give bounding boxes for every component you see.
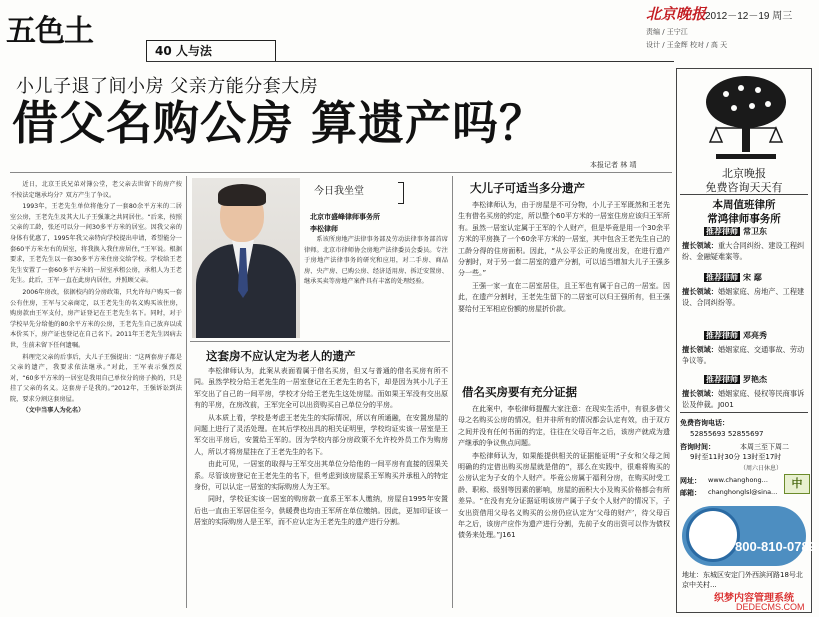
column-rule: [452, 176, 453, 608]
intro-note: （文中当事人为化名）: [22, 407, 85, 415]
paper-name: 北京晚报: [646, 5, 707, 23]
lawyer-label: 推荐律师: [706, 375, 738, 384]
lawyer-label: 推荐律师: [706, 273, 738, 282]
lawyer-name: 宋 鄢: [743, 273, 762, 282]
hotline-logo-icon: [686, 508, 740, 562]
lawyer-specialty: 擅长领域：重大合同纠纷、建设工程纠纷、金融疑难案等。: [682, 241, 805, 261]
article-byline: 本报记者 林 靖: [590, 161, 637, 169]
hotline-phone: 52855693 52855697: [690, 430, 764, 438]
hours-label: 咨询时间：: [680, 443, 715, 451]
body-paragraph: 在此案中，李松律师提醒大家注意：在现实生活中，有很多借父母之名购买公房的情况，但并非所有的情况都会认定有效，由于双方之间并没有任何书面的约定，往往在父母百年之后，该房产就成为遗产继承的争议焦点问题。: [458, 405, 670, 448]
article-headline: 借父名购公房 算遗产吗？: [12, 96, 547, 150]
recommended-lawyer: [704, 226, 767, 237]
hours-time: 9时至11时30分 13时至17时: [690, 453, 782, 461]
body-paragraph: 李松律师认为，由于房屋是不可分物，小儿子王军既然和王老先生有借名买房的约定，所以整个60平方米的一居室住房应该归王军所有。虽然一居室认定属于王军的个人财产，但是毕竟是用一个30余平方米的平房换了一个60余平方米的一居室，其中包含王老先生自己的工龄分得的住房面积。因此，“从公平公正的角度出发，在进行遗产分割时，对于另一套二居室的遗产分割，可以适当增加大儿子王强多分一些。”: [458, 201, 670, 278]
section-heading: 大儿子可适当多分遗产: [470, 181, 585, 195]
body-paragraph: 同时，学校证实该一居室的购房款一直系王军本人缴纳，房屋自1995年安置后也一直由王军居住至今，供暖费也均由王军所在单位缴纳。因此，更加印证该一居室的实际购房人是王军，而不应认定为王老先生的遗产进行分割。: [194, 495, 448, 527]
section-body: [458, 200, 670, 370]
photo-divider: [190, 341, 450, 342]
lawyer-specialty: 擅长领域：婚姻家庭、交通事故、劳动争议等。: [682, 345, 805, 365]
hotline-label: 免费咨询电话：: [680, 419, 729, 427]
duty-firm: 常鸿律师事务所: [707, 213, 781, 225]
hotline-number: 800-810-0789: [735, 539, 816, 554]
watermark-url: DEDECMS.COM: [736, 602, 805, 612]
lawyer-name: 邓亮秀: [743, 331, 767, 340]
sidebar-divider: [680, 412, 808, 413]
lawyer-firm: 北京市盛峰律师事务所: [310, 213, 380, 221]
body-paragraph: 由此可见，一居室的取得与王军交出其单位分给他的一间平房有直接的因果关系。尽管该房登记在王老先生的名下，但考虑到该房屋系王军购买并承租入的特定身份，可以认定一居室的实际购房人为王军。: [194, 460, 448, 492]
sidebar-subtitle: 免费咨询天天有: [705, 181, 783, 194]
masthead-divider: [146, 61, 674, 62]
section-body: [458, 404, 670, 612]
headline-divider: [10, 172, 672, 173]
lawyer-bio-text: 系该所房地产法律事务部及劳动法律事务部首席律师。北京市律师协会房地产法律委员会委员。专注于房地产法律事务的研究和应用，对二手房、商品房、央产房、已购公房、经济适用房、拆迁安置房、继承买卖等房地产案件具有丰富的处理经验。: [304, 236, 448, 286]
body-paragraph: 李松律师认为，此案从表面看属于借名买房，但又与普通的借名买房有所不同。虽然学校分给王老先生的一居室登记在王老先生的名下，却是因为其小儿子王军交出了自己的一间平房，学校才分给王老先生这处房屋。而如果王军没有交出原有的平房，在房改前，王军完全可以出资购买自己单位分的平房。: [194, 367, 448, 410]
editor-credit: 责编 / 王宁江: [646, 28, 688, 36]
hours-note: （周六日休息）: [740, 465, 783, 472]
lawyer-name: 罗艳杰: [743, 375, 767, 384]
website-label: 网址：: [680, 477, 701, 485]
section-body: [194, 366, 448, 612]
lawyer-name: 常卫东: [743, 227, 767, 236]
intro-paragraph: 2006年房改，依据校内的分房政策，只允许每户购买一套公有住房，王军与父亲商定，以王老先生的名义购买该住房，购房款由王军支付，房产证登记在王老先生名下。同时，对于学校早先分给他的80余平方米的公房，王老先生自己放弃以成本价买下，房产证也登记在自己名下。2011年王老先生因病去世，生前未留下任何遗嘱。: [10, 288, 182, 349]
tag-bracket: [398, 182, 404, 204]
sidebar-title: 北京晚报: [722, 167, 766, 180]
lawyer-label: 推荐律师: [706, 331, 738, 340]
lawyer-name: 李松律师: [310, 225, 338, 233]
section-label: 40 人与法: [146, 40, 276, 62]
intro-paragraph: 1993年，王老先生单位将他分了一套80余平方米的二居室公房，王老先生及其大儿子王强兼之共同居住。“后来，按照父亲的工龄，张还可以分一间30多平方米的居室。因我父亲的身体有优惠了，1995年我父亲特向学校提出申请，希望能分一套60平方米左右的居室，将我换入我住房居住，”王军说。根据要求，王老先生以一套30多平方米住房交给学校。学校给王老先生安置了一套60多平方米的一居室承租公房，承租人为王老先生。此后，王军一直在此房内居住，并照顾父亲。: [10, 203, 182, 285]
recommended-lawyer: [704, 272, 762, 283]
column-rule: [186, 176, 187, 608]
lawyer-photo: [192, 178, 300, 338]
firm-address: 地址：东城区安定门外西滨河路18号北京中关村...: [682, 571, 803, 589]
issue-date: 2012－12－19 周三: [705, 11, 793, 22]
column-tag: 今日我坐堂: [314, 186, 364, 197]
website-link[interactable]: www.changhong...: [708, 476, 768, 484]
section-heading: 这套房不应认定为老人的遗产: [206, 349, 356, 363]
hours-days: 本周三至下周二: [740, 443, 789, 451]
lawyer-specialty: 擅长领域：婚姻家庭、侵权等民商事诉讼及仲裁。J001: [682, 389, 805, 409]
recommended-lawyer: [704, 374, 767, 385]
tree-icon: [696, 72, 796, 164]
recommended-lawyer: [704, 330, 767, 341]
design-credit: 设计 / 王金辉 校对 / 高 天: [646, 41, 728, 49]
section-heading: 借名买房要有充分证据: [462, 385, 577, 399]
share-badge-icon[interactable]: 中: [784, 474, 810, 494]
lawyer-bio: [304, 235, 448, 327]
body-paragraph: 王强一家一直在二居室居住，且王军也有属于自己的一居室。因此，在遗产分割时，王老先生留下的二居室可以归王强所有，但王强要给付王军相应份额的房屋折价款。: [458, 281, 670, 313]
intro-paragraph: 料理完父亲的后事后，大儿子王强提出：“这两套房子都是父亲的遗产，我要求依法继承。”对此，王军表示强烈反对，“60多平方米的一居室是我用自己单位分的房子换的，只是挂了父亲的名义。这套房子是我的。”2012年，王强诉讼到法院，要求分割这套房屋。: [10, 353, 182, 403]
article-subtitle: 小儿子退了间小房 父亲方能分套大房: [16, 76, 319, 97]
email-link[interactable]: changhonglsl@sina...: [708, 488, 778, 496]
lawyer-specialty: 擅长领域：婚姻家庭、房地产、工程建设、合同纠纷等。: [682, 287, 805, 307]
body-paragraph: 李松律师认为，如果能提供相关的证据能证明“子女和父母之间明确的约定借出购买房屋就是借的”，那么在实践中，很难将购买的公房认定为子女的个人财产。毕竟公房属于福利分房，在购买时受工龄、职称、级别等因素的影响，房屋的面积大小及购买价格都会有所差异。“在没有充分证据证明该房产属于子女个人财产的情况下，子女出资借用父母名义购买的公房仍应认定为‘父母的财产’，待父母百年之后，该房产应作为遗产进行分割，先前子女的出资可以作为债权债务来处理。”J161: [458, 451, 670, 540]
section-logo: 五色土: [6, 14, 93, 49]
intro-paragraph: 近日，北京王氏兄弟对簿公堂，老父亲去世留下的房产按不按法定继承均分？双方产生了争议。: [10, 181, 182, 199]
watermark-text: 织梦内容管理系统: [714, 593, 794, 604]
body-paragraph: 从本质上看，学校是考虑王老先生的实际情况，所以有所通融，在安置房屋的问题上进行了灵活处理。在其后学校出具的相关证明里，学校均证实该一居室是王军交出平房后，安置给王军的。因为学校内部分房政策不允许校外员工作为购房人，所以才将房屋挂在了王老先生的名下。: [194, 413, 448, 456]
intro-column: [10, 180, 182, 610]
lawyer-label: 推荐律师: [706, 227, 738, 236]
sidebar-divider: [680, 194, 808, 195]
email-label: 邮箱：: [680, 489, 701, 497]
duty-heading: 本周值班律所: [712, 199, 776, 211]
